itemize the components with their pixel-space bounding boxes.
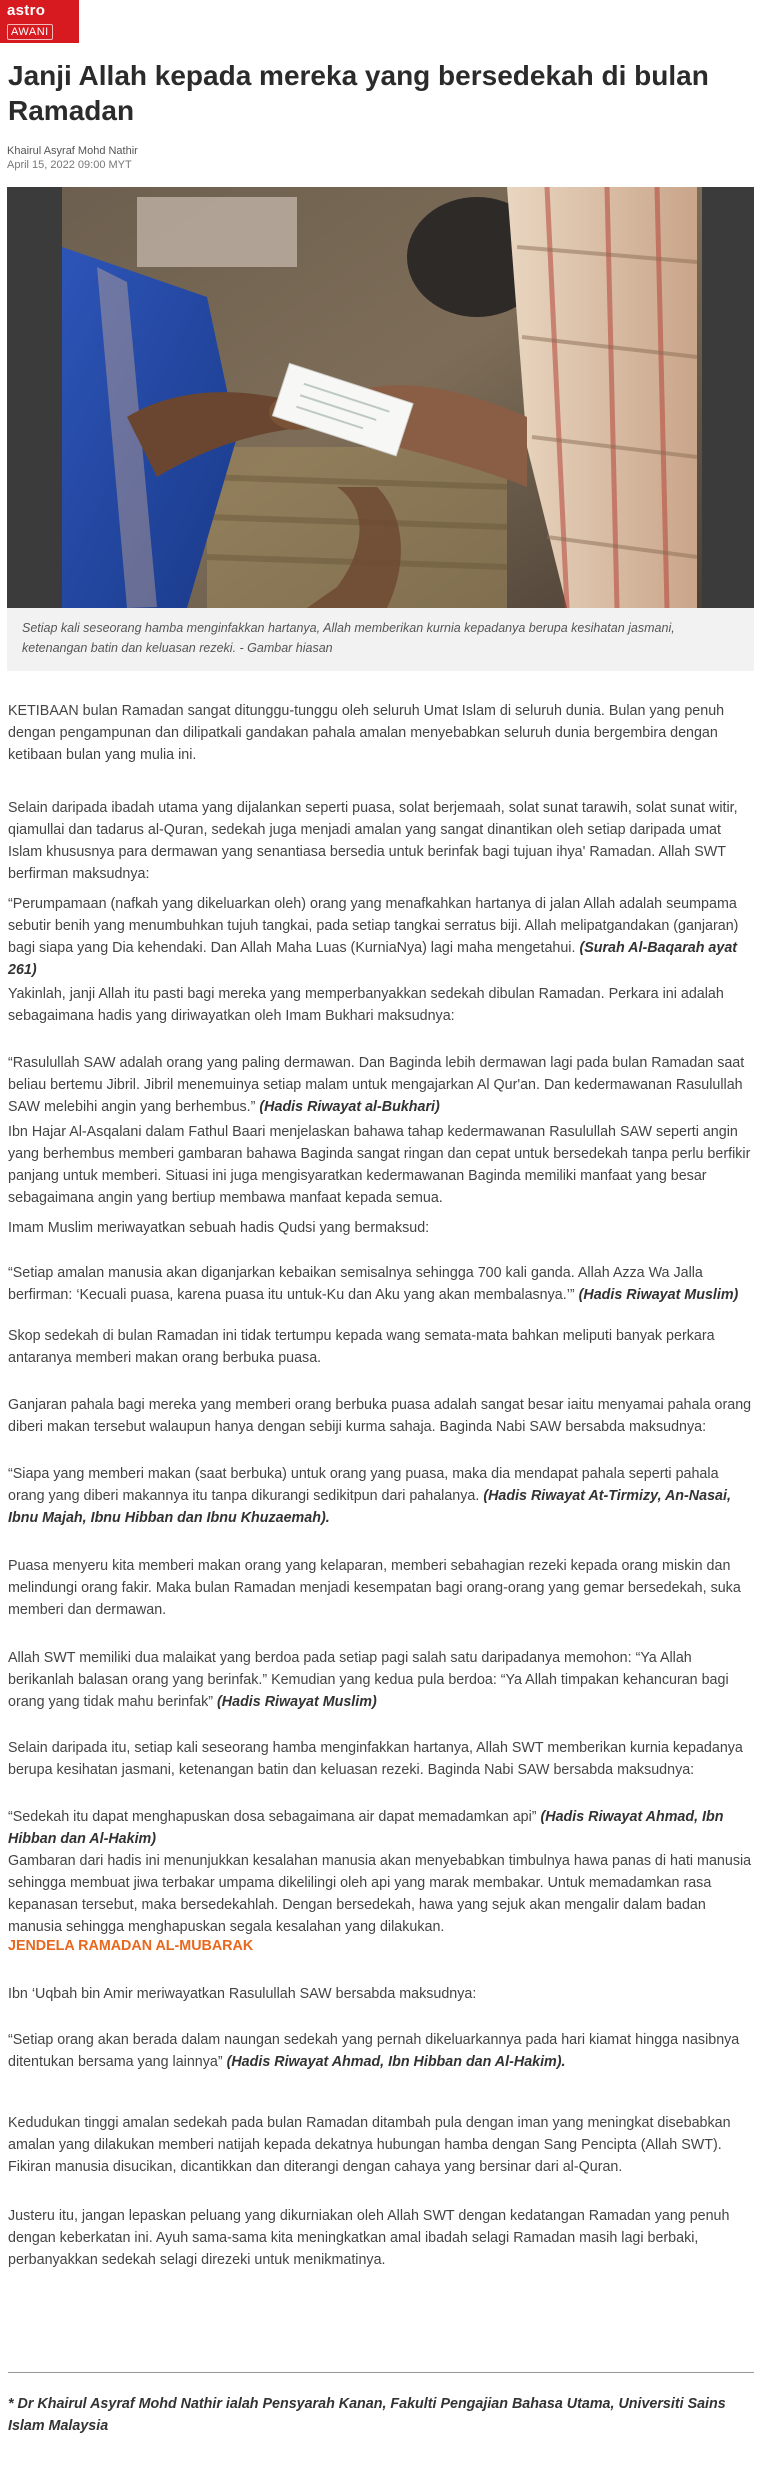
- paragraph-11: [8, 1463, 756, 1529]
- paragraph-13: [8, 1647, 756, 1713]
- paragraph-15-reference: (Hadis Riwayat Ahmad, Ibn Hibban dan Al-Hakim): [8, 1809, 724, 1847]
- divider: [8, 2372, 754, 2373]
- paragraph-5-reference: (Hadis Riwayat al-Bukhari): [259, 1099, 440, 1115]
- paragraph-18: [8, 2029, 756, 2073]
- paragraph-5: [8, 1052, 756, 1118]
- section-heading: JENDELA RAMADAN AL-MUBARAK: [8, 1938, 254, 1954]
- paragraph-15: [8, 1806, 756, 1850]
- paragraph-5-text: “Rasulullah SAW adalah orang yang paling dermawan. Dan Baginda lebih dermawan lagi pada bulan Ramadan saat beliau bertemu Jibril. Jibril menemuinya setiap malam untuk mengajarkan Al Qur'an. Dan kedermawanan Rasulullah SAW melebihi angin yang berhembus.”: [8, 1055, 745, 1115]
- author-footnote: * Dr Khairul Asyraf Mohd Nathir ialah Pensyarah Kanan, Fakulti Pengajian Bahasa Utama, Universiti Sains Islam Malaysia: [8, 2396, 726, 2434]
- paragraph-18-reference: (Hadis Riwayat Ahmad, Ibn Hibban dan Al-Hakim).: [226, 2054, 566, 2070]
- logo-bottom-text: AWANI: [7, 24, 53, 40]
- paragraph-19: Kedudukan tinggi amalan sedekah pada bulan Ramadan ditambah pula dengan iman yang meningkat disebabkan amalan yang dilakukan memberi natijah kepada dekatnya hubungan hamba dengan Sang Pencipta (Allah SWT). Fikiran manusia disucikan, dicantikkan dan diterangi dengan cahaya yang bersinar dari al-Quran.: [8, 2115, 731, 2175]
- article-author[interactable]: Khairul Asyraf Mohd Nathir: [7, 145, 138, 157]
- article-title: Janji Allah kepada mereka yang bersedekah di bulan Ramadan: [8, 60, 709, 126]
- paragraph-20: Justeru itu, jangan lepaskan peluang yang dikurniakan oleh Allah SWT dengan kedatangan Ramadan yang penuh dengan keberkatan ini. Ayuh sama-sama kita meningkatkan amal ibadah selagi Ramadan masih lagi berbaki, perbanyakkan sedekah selagi direzeki untuk menikmatinya.: [8, 2208, 730, 2268]
- paragraph-3: [8, 893, 756, 981]
- paragraph-3-text: “Perumpamaan (nafkah yang dikeluarkan oleh) orang yang menafkahkan hartanya di jalan Allah adalah seumpama sebutir benih yang menumbuhkan tujuh tangkai, pada setiap tangkai serratus biji. Allah melipatgandakan (ganjaran) bagi siapa yang Dia kehendaki. Dan Allah Maha Luas (KurniaNya) lagi maha mengetahui.: [8, 896, 739, 956]
- paragraph-18-text: “Setiap orang akan berada dalam naungan sedekah yang pernah dikeluarkannya pada hari kiamat hingga nasibnya ditentukan bersama yang lainnya”: [8, 2032, 740, 2070]
- paragraph-11-text: “Siapa yang memberi makan (saat berbuka) untuk orang yang puasa, maka dia mendapat pahala seperti pahala orang yang diberi makannya itu tanpa dikurangi sedikitpun dari pahalanya.: [8, 1466, 719, 1504]
- astro-awani-logo[interactable]: [0, 0, 79, 43]
- paragraph-1: KETIBAAN bulan Ramadan sangat ditunggu-tunggu oleh seluruh Umat Islam di seluruh dunia. Bulan yang penuh dengan pengampunan dan dilipatkali gandakan pahala amalan menyebabkan seluruh dunia bergembira dengan ketibaan bulan yang mulia ini.: [8, 703, 725, 763]
- paragraph-14: Selain daripada itu, setiap kali seseorang hamba menginfakkan hartanya, Allah SWT memberikan kurnia kepadanya berupa kesihatan jasmani, ketenangan batin dan keluasan rezeki. Baginda Nabi SAW bersabda maksudnya:: [8, 1740, 743, 1778]
- paragraph-3-reference: (Surah Al-Baqarah ayat 261): [8, 940, 738, 978]
- paragraph-9: Skop sedekah di bulan Ramadan ini tidak tertumpu kepada wang semata-mata bahkan meliputi banyak perkara antaranya memberi makan orang berbuka puasa.: [8, 1328, 715, 1366]
- paragraph-8: [8, 1262, 756, 1306]
- image-caption: Setiap kali seseorang hamba menginfakkan hartanya, Allah memberikan kurnia kepadanya berupa kesihatan jasmani, ketenangan batin dan keluasan rezeki. - Gambar hiasan: [22, 621, 675, 655]
- image-caption-box: [7, 608, 754, 671]
- paragraph-2: Selain daripada ibadah utama yang dijalankan seperti puasa, solat berjemaah, solat sunat tarawih, solat sunat witir, qiamullai dan tadarus al-Quran, sedekah juga menjadi amalan yang sangat dinantikan oleh setiap daripada umat Islam khususnya para dermawan yang senantiasa bersedia untuk berinfak bagi tujuan ihya' Ramadan. Allah SWT berfirman maksudnya:: [8, 800, 738, 882]
- paragraph-7: Imam Muslim meriwayatkan sebuah hadis Qudsi yang bermaksud:: [8, 1220, 430, 1236]
- paragraph-6: Ibn Hajar Al-Asqalani dalam Fathul Baari menjelaskan bahawa tahap kedermawanan Rasulullah SAW seperti angin yang berhembus memberi gambaran bahawa Baginda sangat ringan dan cepat untuk bersedekah tanpa perlu berfikir panjang untuk memberi. Situasi ini juga mengisyaratkan kedermawanan Baginda memiliki manfaat yang besar sebagaimana angin yang bertiup membawa manfaat kepada semua.: [8, 1124, 751, 1206]
- paragraph-15-text: “Sedekah itu dapat menghapuskan dosa sebagaimana air dapat memadamkan api”: [8, 1809, 537, 1825]
- paragraph-12: Puasa menyeru kita memberi makan orang yang kelaparan, memberi sebahagian rezeki kepada orang miskin dan melindungi orang fakir. Maka bulan Ramadan menjadi kesempatan bagi orang-orang yang gemar bersedekah, suka memberi dan dermawan.: [8, 1558, 741, 1618]
- paragraph-4: Yakinlah, janji Allah itu pasti bagi mereka yang memperbanyakkan sedekah dibulan Ramadan. Perkara ini adalah sebagaimana hadis yang diriwayatkan oleh Imam Bukhari maksudnya:: [8, 986, 724, 1024]
- paragraph-11-reference: (Hadis Riwayat At-Tirmizy, An-Nasai, Ibnu Majah, Ibnu Hibban dan Ibnu Khuzaemah).: [8, 1488, 731, 1526]
- paragraph-13-text: Allah SWT memiliki dua malaikat yang berdoa pada setiap pagi salah satu daripadanya memohon: “Ya Allah berikanlah balasan orang yang berinfak.” Kemudian yang kedua pula berdoa: “Ya Allah timpakan kehancuran bagi orang yang tidak mahu berinfak”: [8, 1650, 729, 1710]
- paragraph-16: Gambaran dari hadis ini menunjukkan kesalahan manusia akan menyebabkan timbulnya hawa panas di hati manusia sehingga membuat jiwa terbakar umpama dikelilingi oleh api yang marak membakar. Untuk memadamkan rasa kepanasan tersebut, maka bersedekahlah. Dengan bersedekah, hawa yang sejuk akan mengalir dalam badan manusia sehingga menghapuskan segala kesalahan yang dilakukan.: [8, 1853, 752, 1935]
- paragraph-8-reference: (Hadis Riwayat Muslim): [578, 1287, 739, 1303]
- paragraph-10: Ganjaran pahala bagi mereka yang memberi orang berbuka puasa adalah sangat besar iaitu menyamai pahala orang diberi makan tersebut walaupun hanya dengan sebiji kurma sahaja. Baginda Nabi SAW bersabda maksudnya:: [8, 1397, 752, 1435]
- paragraph-13-reference: (Hadis Riwayat Muslim): [217, 1694, 377, 1710]
- article-date: April 15, 2022 09:00 MYT: [7, 159, 132, 171]
- logo-top-text: astro: [7, 2, 46, 19]
- charity-handover-photo: [7, 187, 754, 608]
- article-hero-image: [7, 187, 754, 608]
- paragraph-8-text: “Setiap amalan manusia akan diganjarkan kebaikan semisalnya sehingga 700 kali ganda. Allah Azza Wa Jalla berfirman: ‘Kecuali puasa, karena puasa itu untuk-Ku dan Aku yang akan membalasnya.’”: [8, 1265, 703, 1303]
- paragraph-17: Ibn ‘Uqbah bin Amir meriwayatkan Rasulullah SAW bersabda maksudnya:: [8, 1986, 477, 2002]
